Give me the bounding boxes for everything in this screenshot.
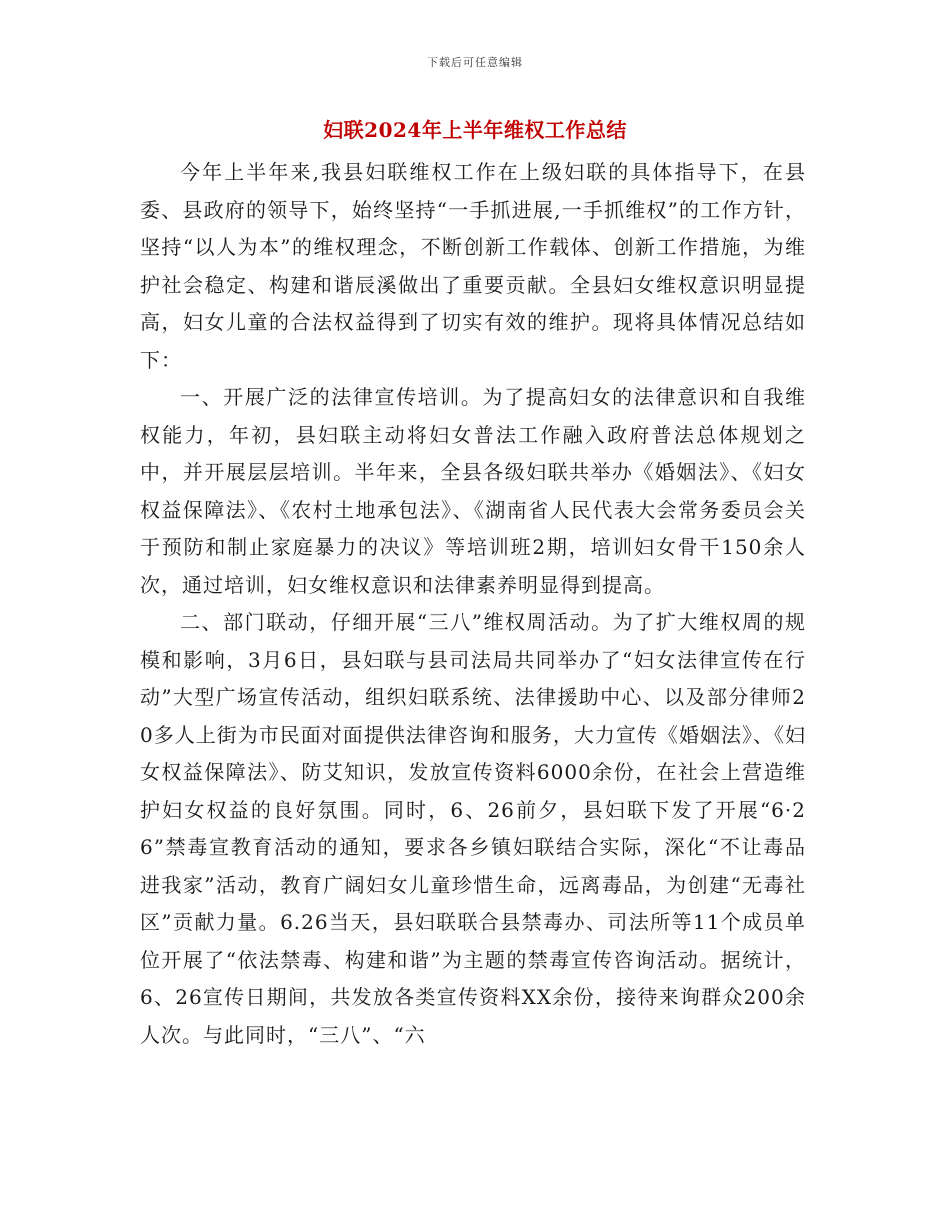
document-body (140, 154, 806, 1054)
paragraph-intro: 今年上半年来,我县妇联维权工作在上级妇联的具体指导下，在县委、县政府的领导下，始终坚持“一手抓进展,一手抓维权”的工作方针，坚持“以人为本”的维权理念，不断创新工作载体、创新工作措施，为维护社会稳定、构建和谐辰溪做出了重要贡献。全县妇女维权意识明显提高，妇女儿童的合法权益得到了切实有效的维护。现将具体情况总结如下： (140, 160, 806, 372)
page-header: 下载后可任意编辑 (427, 56, 523, 69)
paragraph-rights-week: 二、部门联动，仔细开展“三八”维权周活动。为了扩大维权周的规模和影响，3月6日，县妇联与县司法局共同举办了“妇女法律宣传在行动”大型广场宣传活动，组织妇联系统、法律援助中心、以及部分律师20多人上街为市民面对面提供法律咨询和服务，大力宣传《婚姻法》、《妇女权益保障法》、防艾知识，发放宣传资料6000余份，在社会上营造维护妇女权益的良好氛围。同时，6、26前夕，县妇联下发了开展“6·26”禁毒宣教育活动的通知，要求各乡镇妇联结合实际，深化“不让毒品进我家”活动，教育广阔妇女儿童珍惜生命，远离毒品，为创建“无毒社区”贡献力量。6.26当天，县妇联联合县禁毒办、司法所等11个成员单位开展了“依法禁毒、构建和谐”为主题的禁毒宣传咨询活动。据统计，6、26宣传日期间，共发放各类宣传资料XX余份，接待来询群众200余人次。与此同时，“三八”、“六 (140, 610, 806, 1047)
paragraph-legal-training: 一、开展广泛的法律宣传培训。为了提高妇女的法律意识和自我维权能力，年初，县妇联主动将妇女普法工作融入政府普法总体规划之中，并开展层层培训。半年来，全县各级妇联共举办《婚姻法》、《妇女权益保障法》、《农村土地承包法》、《湖南省人民代表大会常务委员会关于预防和制止家庭暴力的决议》等培训班2期，培训妇女骨干150余人次，通过培训，妇女维权意识和法律素养明显得到提高。 (140, 385, 806, 597)
document-title: 妇联2024年上半年维权工作总结 (323, 118, 627, 142)
